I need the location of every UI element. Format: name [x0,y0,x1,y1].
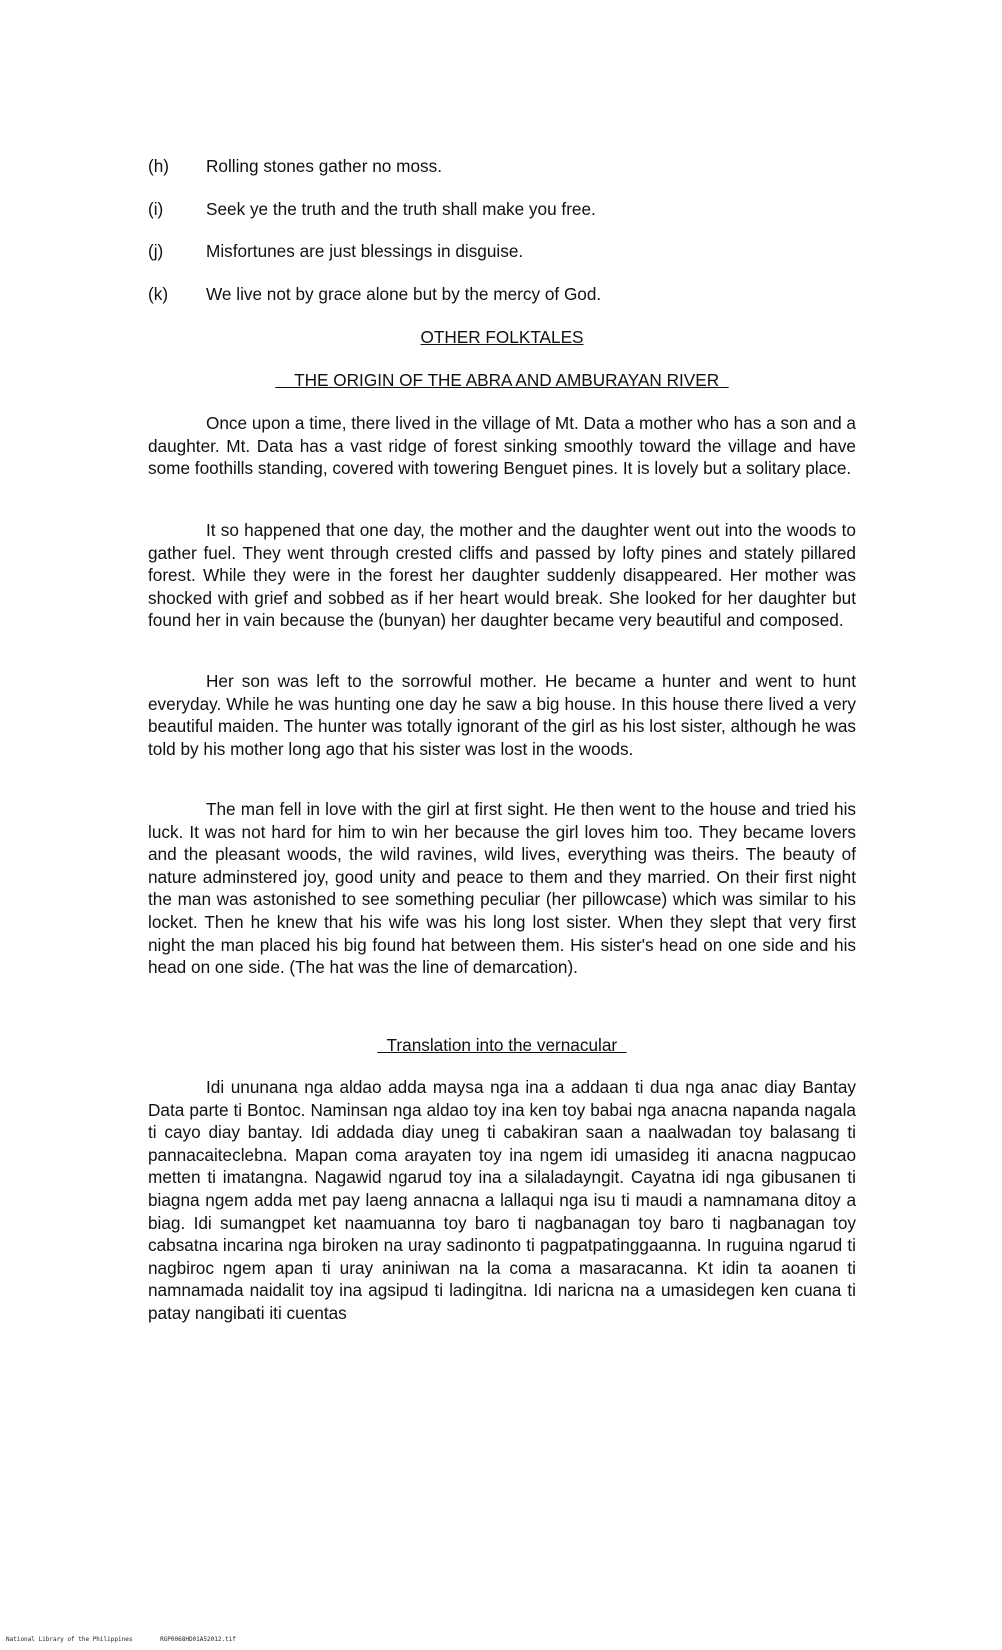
scan-footer [6,1636,260,1644]
list-marker: (h) [148,156,170,176]
section-heading: OTHER FOLKTALES [420,327,584,347]
list-text: We live not by grace alone but by the mercy of God. [206,284,602,304]
vernacular-paragraph: Idi ununana nga aldao adda maysa nga ina a addaan ti dua nga anac diay Bantay Data parte ti Bontoc. Naminsan nga aldao toy ina ken toy babai nga anacna napanda nagala ti cayo diay bantay. Idi addada diay uneg ti cabakiran saan a naalwadan toy balasang ti pannacaiteclebna. Mapan coma arayaten toy ina ngem idi umasideg iti anacna nagpucao metten ti imatangna. Nagawid ngarud toy ina a silaladayngit. Cayatna idi nga gibusanen ti biagna ngem adda met pay laeng annacna a lallaqui nga isu ti maudi a namnamana ditoy a biag. Idi sumangpet ket naamuanna toy baro ti nagbanagan toy baro ti nagbanagan toy cabsatna incarina nga biroken na uray sadinonto ti pagpatpatinggaanna. In ruguina ngarud ti nagbiroc ngem apan ti uray aniniwan na la coma a masaracanna. Kt idin ta aoanen ti namnamada naidalit toy ina agsipud ti ladingitna. Idi naricna na a umasidegen ken cuana ti patay nangibati iti cuentas [148,1077,856,1323]
footer-filename: RGP0068HD01A52012.tif [160,1636,236,1643]
list-text: Rolling stones gather no moss. [206,156,442,176]
translation-heading: Translation into the vernacular [377,1035,627,1055]
list-marker: (i) [148,199,164,219]
list-marker: (k) [148,284,169,304]
list-text: Seek ye the truth and the truth shall make you free. [206,199,596,219]
footer-library: National Library of the Philippines [6,1636,133,1643]
list-text: Misfortunes are just blessings in disguise. [206,241,524,261]
list-marker: (j) [148,241,164,261]
story-paragraph: Once upon a time, there lived in the village of Mt. Data a mother who has a son and a daughter. Mt. Data has a vast ridge of forest sinking smoothly toward the village and have some foothills standing, covered with towering Benguet pines. It is lovely but a solitary place. [148,413,856,479]
story-paragraph: It so happened that one day, the mother and the daughter went out into the woods to gather fuel. They went through crested cliffs and passed by lofty pines and stately pillared forest. While they were in the forest her daughter suddenly disappeared. Her mother was shocked with grief and sobbed as if her heart would break. She looked for her daughter but found her in vain because the (bunyan) her daughter became very beautiful and composed. [148,520,856,631]
story-title: THE ORIGIN OF THE ABRA AND AMBURAYAN RIVER [275,370,729,390]
story-paragraph: Her son was left to the sorrowful mother. He became a hunter and went to hunt everyday. While he was hunting one day he saw a big house. In this house there lived a very beautiful maiden. The hunter was totally ignorant of the girl as his lost sister, although he was told by his mother long ago that his sister was lost in the woods. [148,671,856,759]
story-paragraph: The man fell in love with the girl at first sight. He then went to the house and tried his luck. It was not hard for him to win her because the girl loves him too. They became lovers and the pleasant woods, the wild ravines, wild lives, everything was theirs. The beauty of nature adminstered joy, good unity and peace to them and they married. On their first night the man was astonished to see something peculiar (her pillowcase) which was similar to his locket. Then he knew that his wife was his long lost sister. When they slept that very first night the man placed his big found hat between them. His sister's head on one side and his head on one side. (The hat was the line of demarcation). [148,799,856,978]
